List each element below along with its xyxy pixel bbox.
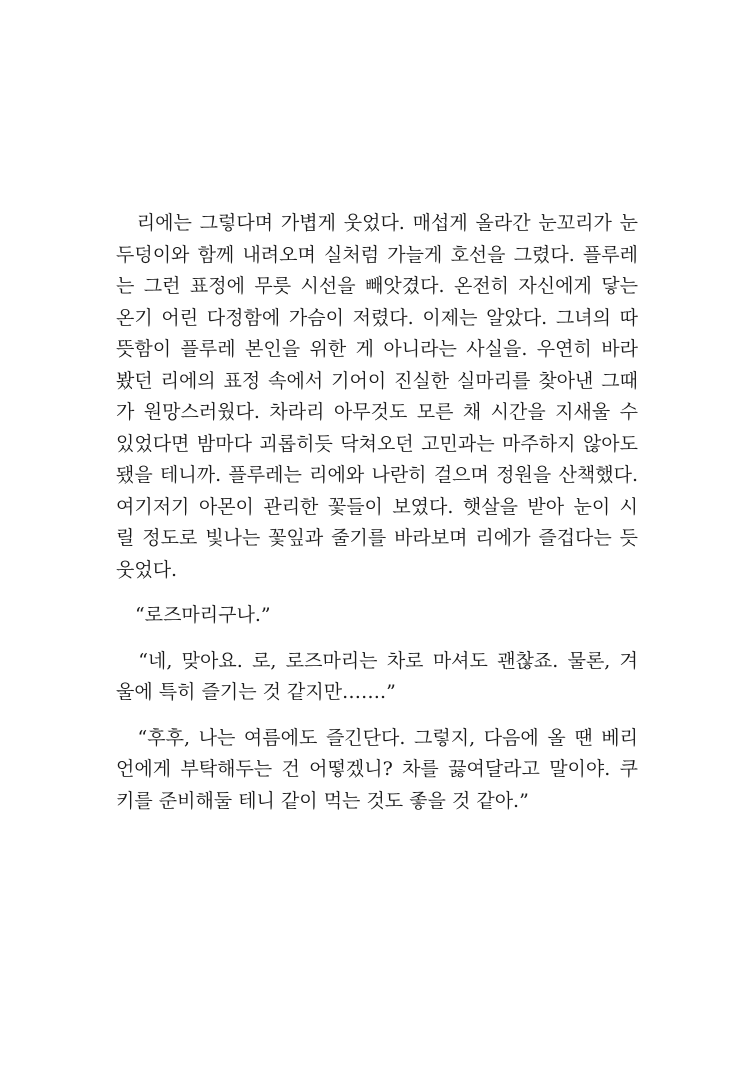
paragraph-2 — [116, 600, 638, 632]
text-line: 키를 준비해둘 테니 같이 먹는 것도 좋을 것 같아.” — [116, 789, 529, 812]
text-line: 언에게 부탁해두는 건 어떻겠니? 차를 끓여달라고 말이야. 쿠 — [116, 758, 638, 780]
text-line: 웃었다. — [116, 558, 178, 581]
text-line: “네, 맞아요. 로, 로즈마리는 차로 마셔도 괜찮죠. 물론, 겨 — [116, 649, 638, 672]
text-line: 봤던 리에의 표정 속에서 기어이 진실한 실마리를 찾아낸 그때 — [116, 369, 638, 392]
text-line: 뜻함이 플루레 본인을 위한 게 아니라는 사실을. 우연히 바라 — [116, 338, 638, 360]
text-line: “후후, 나는 여름에도 즐긴단다. 그렇지, 다음에 올 땐 베리 — [116, 726, 638, 749]
text-line: 리에는 그렇다며 가볍게 웃었다. 매섭게 올라간 눈꼬리가 눈 — [116, 212, 638, 234]
text-line: 있었다면 밤마다 괴롭히듯 닥쳐오던 고민과는 마주하지 않아도 — [116, 432, 638, 455]
text-line: 여기저기 아몬이 관리한 꽃들이 보였다. 햇살을 받아 눈이 시 — [116, 495, 638, 518]
text-line: 온기 어린 다정함에 가슴이 저렸다. 이제는 알았다. 그녀의 따 — [116, 306, 638, 329]
paragraph-4 — [116, 723, 638, 818]
body-text — [116, 208, 638, 817]
text-line: 릴 정도로 빛나는 꽃잎과 줄기를 바라보며 리에가 즐겁다는 듯 — [116, 527, 638, 549]
text-line: “로즈마리구나.” — [116, 604, 271, 626]
paragraph-gap — [116, 632, 638, 646]
paragraph-gap — [116, 586, 638, 600]
text-line: 가 원망스러웠다. 차라리 아무것도 모른 채 시간을 지새울 수 — [116, 401, 638, 423]
paragraph-3 — [116, 646, 638, 709]
text-line: 됐을 테니까. 플루레는 리에와 나란히 걸으며 정원을 산책했다. — [116, 464, 638, 486]
paragraph-gap — [116, 709, 638, 723]
text-line: 울에 특히 즐기는 것 같지만…….” — [116, 681, 396, 703]
paragraph-1 — [116, 208, 638, 586]
text-line: 두덩이와 함께 내려오며 실처럼 가늘게 호선을 그렸다. 플루레 — [116, 243, 638, 266]
text-line: 는 그런 표정에 무릇 시선을 빼앗겼다. 온전히 자신에게 닿는 — [116, 275, 638, 297]
